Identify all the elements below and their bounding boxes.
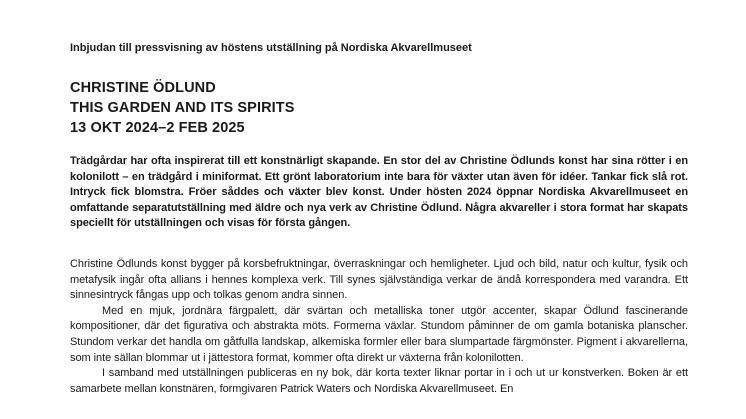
body-paragraph-3: I samband med utställningen publiceras en ny bok, där korta texter liknar portar in i och ut ur konstverken. Boken är ett samarbete mellan konstnären, formgivaren Patrick Waters och Nordiska Akvarellmuseet. En — [70, 367, 688, 395]
exhibition-title: THIS GARDEN AND ITS SPIRITS — [70, 100, 295, 116]
artist-name: CHRISTINE ÖDLUND — [70, 80, 216, 96]
body-text — [70, 257, 688, 397]
exhibition-title-block — [70, 78, 295, 138]
lead-paragraph: Trädgårdar har ofta inspirerat till ett konstnärligt skapande. En stor del av Christine Ödlunds konst har sina rötter i en kolonilott – en trädgård i miniformat. Ett grönt laboratorium inte bara för växter utan även för idéer. Tankar fick slå rot. Intryck fick blomstra. Fröer såddes och växter blev konst. Under hösten 2024 öppnar Nordiska Akvarellmuseet en omfattande separatutställning med äldre och nya verk av Christine Ödlund. Några akvareller i stora format har skapats speciellt för utställningen och visas för första gången. — [70, 155, 688, 230]
body-paragraph-2: Med en mjuk, jordnära färgpalett, där svärtan och metalliska toner utgör accenter, skapar Ödlund fascinerande kompositioner, där det figurativa och abstrakta möts. Formerna växlar. Stundom påminner de om gamla botaniska planscher. Stundom verkar det handla om gåtfulla landskap, alkemiska formler eller bara slumpartade färgmönster. Pigment i akvarellerna, som inte sällan blommar ut i jättestora format, kommer ofta direkt ur växterna från kolonilotten. — [70, 304, 688, 364]
exhibition-dates: 13 OKT 2024–2 FEB 2025 — [70, 120, 245, 136]
body-paragraph-1: Christine Ödlunds konst bygger på korsbefruktningar, överraskningar och hemligheter. Ljud och bild, natur och kultur, fysik och metafysik ingår ofta allians i hennes komplexa verk. Till synes självständiga verkar de ändå korrespondera med varandra. Ett sinnesintryck fångas upp och tolkas genom andra sinnen. — [70, 258, 688, 302]
invitation-kicker: Inbjudan till pressvisning av höstens utställning på Nordiska Akvarellmuseet — [70, 42, 472, 54]
